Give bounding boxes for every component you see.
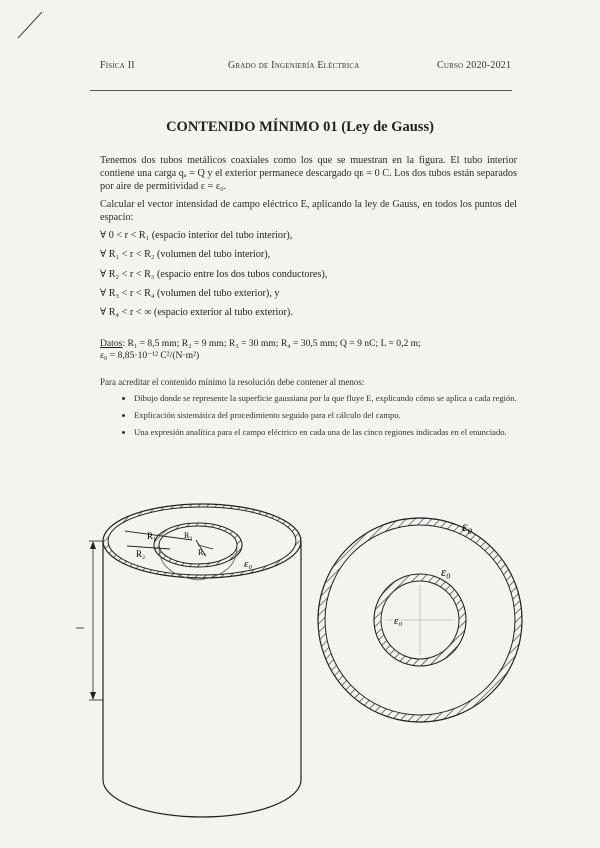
label-epsilon-outer: ε₀ (462, 520, 473, 535)
header-course: Física II (100, 60, 135, 71)
label-epsilon-inner: ε₀ (394, 615, 403, 627)
arrow-down-icon (90, 692, 96, 700)
cylinder-bottom-arc (103, 780, 301, 817)
data-label: Datos (100, 338, 123, 349)
label-r2: R₂ (136, 549, 146, 559)
requirement-item: • Explicación sistemática del procedimiento seguido para el cálculo del campo. (134, 410, 517, 421)
arrow-up-icon (90, 541, 96, 549)
region-item: ∀ R₄ < r < ∞ (espacio exterior al tubo exterior). (100, 307, 293, 319)
requirement-item: • Dibujo donde se represente la superficie gaussiana por la que fluye E, explicando cómo se aplica a cada región. (134, 393, 517, 404)
cylinder-3d (103, 504, 301, 817)
length-dimension (75, 541, 103, 700)
region-item: ∀ R₃ < r < R₄ (volumen del tubo exterior), y (100, 287, 280, 299)
header-year: Curso 2020-2021 (437, 60, 512, 71)
label-r1: R₁ (147, 531, 157, 541)
label-epsilon-left: ε₀ (244, 558, 253, 570)
region-item: ∀ R₂ < r < R₃ (espacio entre los dos tubos conductores), (100, 268, 328, 280)
data-line-2: ε₀ = 8,85·10⁻¹² C²/(N·m²) (100, 350, 200, 361)
label-length: L (76, 623, 82, 634)
label-r4: R₄ (198, 548, 207, 557)
page-title: CONTENIDO MÍNIMO 01 (Ley de Gauss) (166, 119, 434, 135)
cross-section (318, 518, 522, 722)
region-item: ∀ R₁ < r < R₂ (volumen del tubo interior), (100, 249, 271, 261)
header-degree: Grado de Ingeniería Eléctrica (228, 60, 360, 71)
label-epsilon-gap: ε₀ (441, 564, 451, 579)
data-values: : R₁ = 8,5 mm; R₂ = 9 mm; R₃ = 30 mm; R₄ = 30,5 mm; Q = 9 nC; L = 0,2 m; (122, 338, 421, 349)
region-item: ∀ 0 < r < R₁ (espacio interior del tubo interior), (100, 230, 293, 241)
pen-mark (18, 12, 42, 38)
task-paragraph: Calcular el vector intensidad de campo eléctrico E, aplicando la ley de Gauss, en todos los puntos del espacio: (100, 199, 517, 223)
requirement-item: • Una expresión analítica para el campo eléctrico en cada una de las cinco regiones indicadas en el enunciado. (134, 427, 517, 438)
requirements-intro: Para acreditar el contenido mínimo la resolución debe contener al menos: (100, 377, 365, 387)
intro-paragraph: Tenemos dos tubos metálicos coaxiales como los que se muestran en la figura. El tubo interior contiene una carga qₐ = Q y el exterior permanece descargado qᴇ = 0 C. Los dos tubos están separados por aire de permitividad ε = ε₀. (100, 155, 517, 192)
label-r3: R₃ (184, 531, 193, 540)
